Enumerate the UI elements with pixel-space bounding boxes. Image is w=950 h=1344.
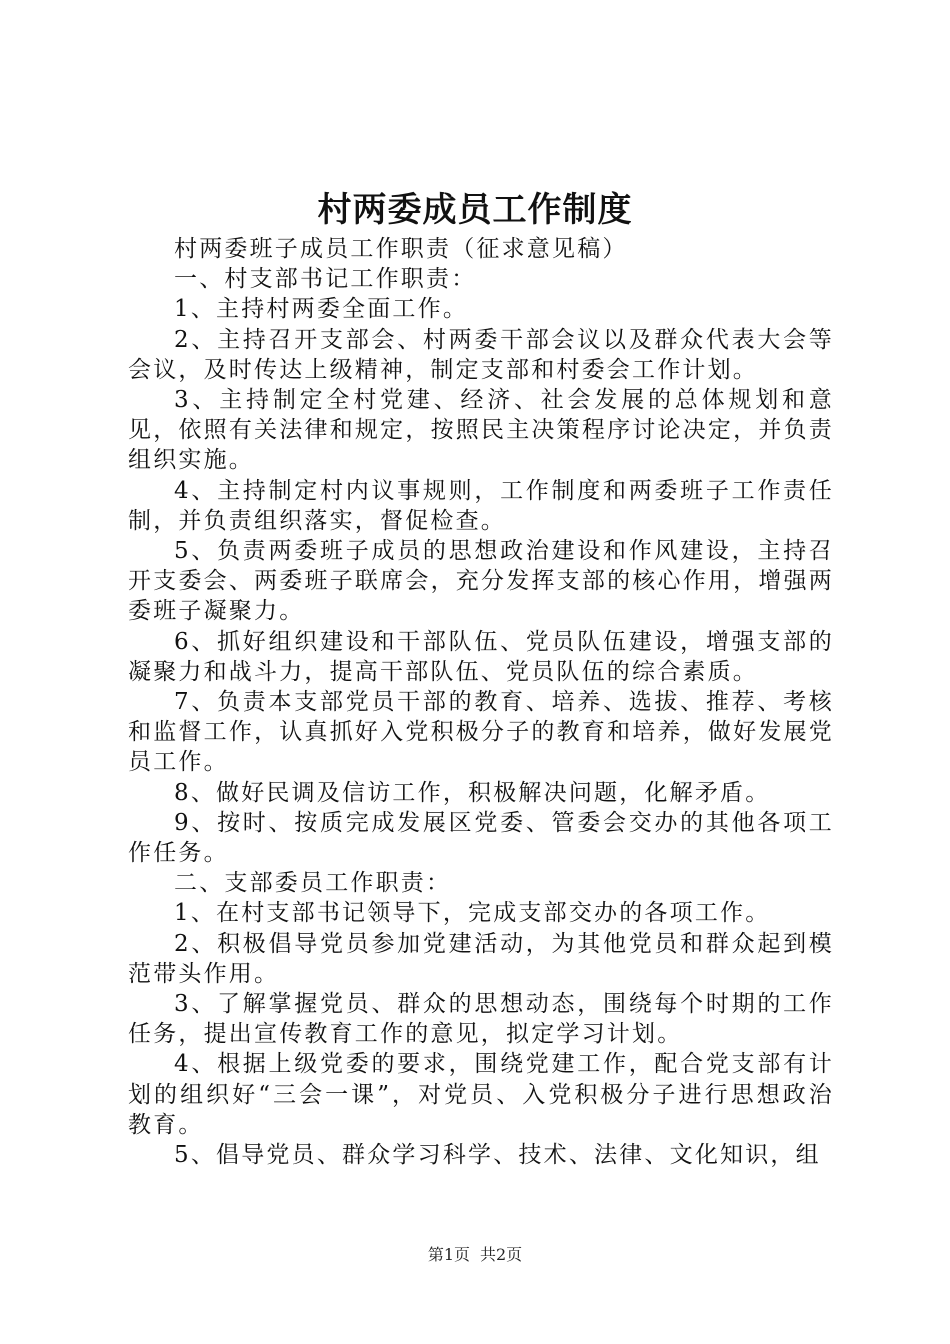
paragraph: 4、根据上级党委的要求，围绕党建工作，配合党支部有计划的组织好“三会一课”，对党员、入党积极分子进行思想政治教育。 [128, 1051, 834, 1138]
paragraph-subtitle: 村两委班子成员工作职责（征求意见稿） [174, 236, 628, 262]
paragraph: 2、主持召开支部会、村两委干部会议以及群众代表大会等会议，及时传达上级精神，制定支部和村委会工作计划。 [128, 326, 834, 383]
paragraph: 1、在村支部书记领导下，完成支部交办的各项工作。 [174, 900, 771, 927]
paragraph: 2、积极倡导党员参加党建活动，为其他党员和群众起到模范带头作用。 [128, 930, 834, 987]
section-heading-committee: 二、支部委员工作职责： [174, 870, 452, 897]
page-number: 第1页 [427, 1245, 470, 1264]
paragraph: 1、主持村两委全面工作。 [174, 296, 469, 323]
paragraph: 8、做好民调及信访工作，积极解决问题，化解矛盾。 [174, 779, 771, 806]
paragraph: 3、主持制定全村党建、经济、社会发展的总体规划和意见，依照有关法律和规定，按照民主决策程序讨论决定，并负责组织实施。 [128, 387, 834, 474]
paragraph: 7、负责本支部党员干部的教育、培养、选拔、推荐、考核和监督工作，认真抓好入党积极分子的教育和培养，做好发展党员工作。 [128, 689, 834, 776]
document-title: 村两委成员工作制度 [317, 190, 633, 230]
paragraph: 9、按时、按质完成发展区党委、管委会交办的其他各项工作任务。 [128, 809, 834, 867]
page-total: 共2页 [480, 1245, 523, 1264]
page-footer [0, 1244, 950, 1266]
paragraph: 5、倡导党员、群众学习科学、技术、法律、文化知识，组 [174, 1142, 821, 1169]
section-heading-secretary: 一、村支部书记工作职责： [174, 266, 477, 293]
paragraph: 4、主持制定村内议事规则，工作制度和两委班子工作责任制，并负责组织落实，督促检查。 [128, 477, 834, 534]
document-body [128, 234, 834, 1170]
paragraph: 5、负责两委班子成员的思想政治建设和作风建设，主持召开支委会、两委班子联席会，充分发挥支部的核心作用，增强两委班子凝聚力。 [128, 538, 834, 625]
paragraph: 6、抓好组织建设和干部队伍、党员队伍建设，增强支部的凝聚力和战斗力，提高干部队伍、党员队伍的综合素质。 [128, 628, 834, 685]
paragraph: 3、了解掌握党员、群众的思想动态，围绕每个时期的工作任务，提出宣传教育工作的意见，拟定学习计划。 [128, 991, 834, 1048]
